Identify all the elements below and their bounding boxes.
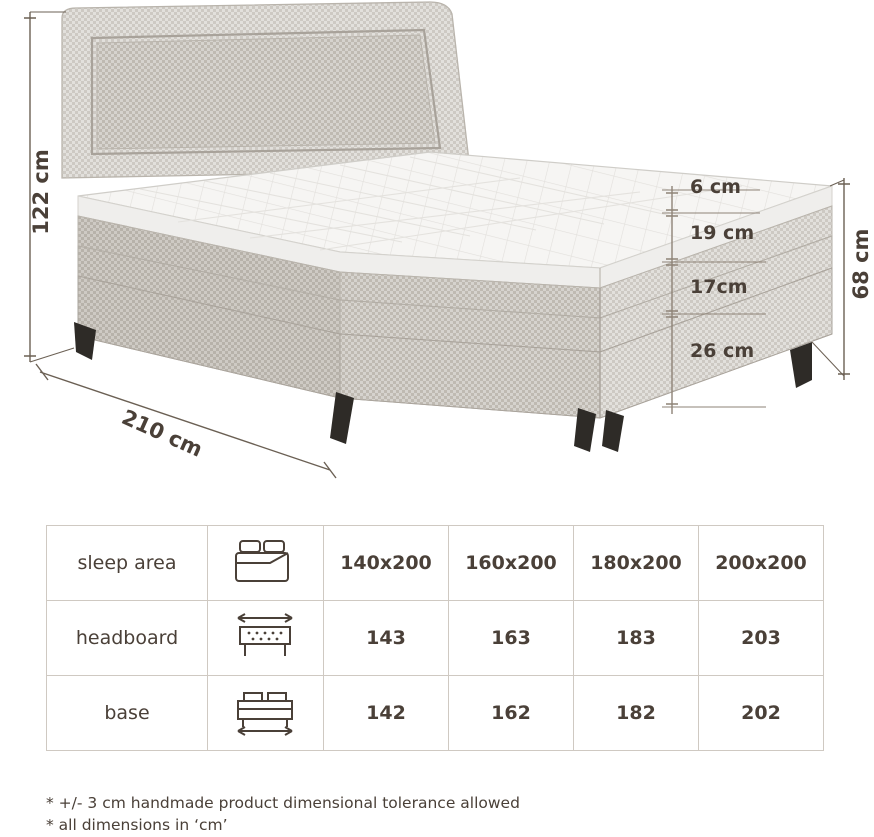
table-row	[47, 676, 824, 751]
cell-headboard-183: 183	[574, 601, 699, 676]
dimension-depth: 210 cm	[118, 405, 207, 462]
base-width-arrow-icon	[208, 676, 324, 751]
footnote-tolerance: * +/- 3 cm handmade product dimensional tolerance allowed	[46, 794, 520, 812]
row-label-sleep-area: sleep area	[47, 526, 208, 601]
headboard-width-arrow-icon	[208, 601, 324, 676]
dimension-total-height: 122 cm	[29, 149, 53, 235]
cell-base-182: 182	[574, 676, 699, 751]
row-label-headboard: headboard	[47, 601, 208, 676]
cell-headboard-203: 203	[699, 601, 824, 676]
cell-headboard-143: 143	[324, 601, 449, 676]
dimension-topper: 6 cm	[690, 176, 741, 198]
cell-headboard-163: 163	[449, 601, 574, 676]
cell-base-202: 202	[699, 676, 824, 751]
cell-sleep-area-200: 200x200	[699, 526, 824, 601]
dimension-base-mattress-height: 68 cm	[849, 228, 873, 300]
cell-base-162: 162	[449, 676, 574, 751]
dimension-base-bottom: 26 cm	[690, 340, 755, 362]
specification-table-wrapper	[46, 525, 806, 751]
bed-top-view-icon	[208, 526, 324, 601]
cell-base-142: 142	[324, 676, 449, 751]
cell-sleep-area-180: 180x200	[574, 526, 699, 601]
cell-sleep-area-160: 160x200	[449, 526, 574, 601]
dimension-mattress: 19 cm	[690, 222, 755, 244]
table-row	[47, 526, 824, 601]
cell-sleep-area-140: 140x200	[324, 526, 449, 601]
dimension-base-top: 17cm	[690, 276, 748, 298]
table-row	[47, 601, 824, 676]
row-label-base: base	[47, 676, 208, 751]
footnotes	[46, 792, 846, 837]
footnote-units: * all dimensions in ‘cm’	[46, 816, 228, 835]
specification-table	[46, 525, 824, 751]
